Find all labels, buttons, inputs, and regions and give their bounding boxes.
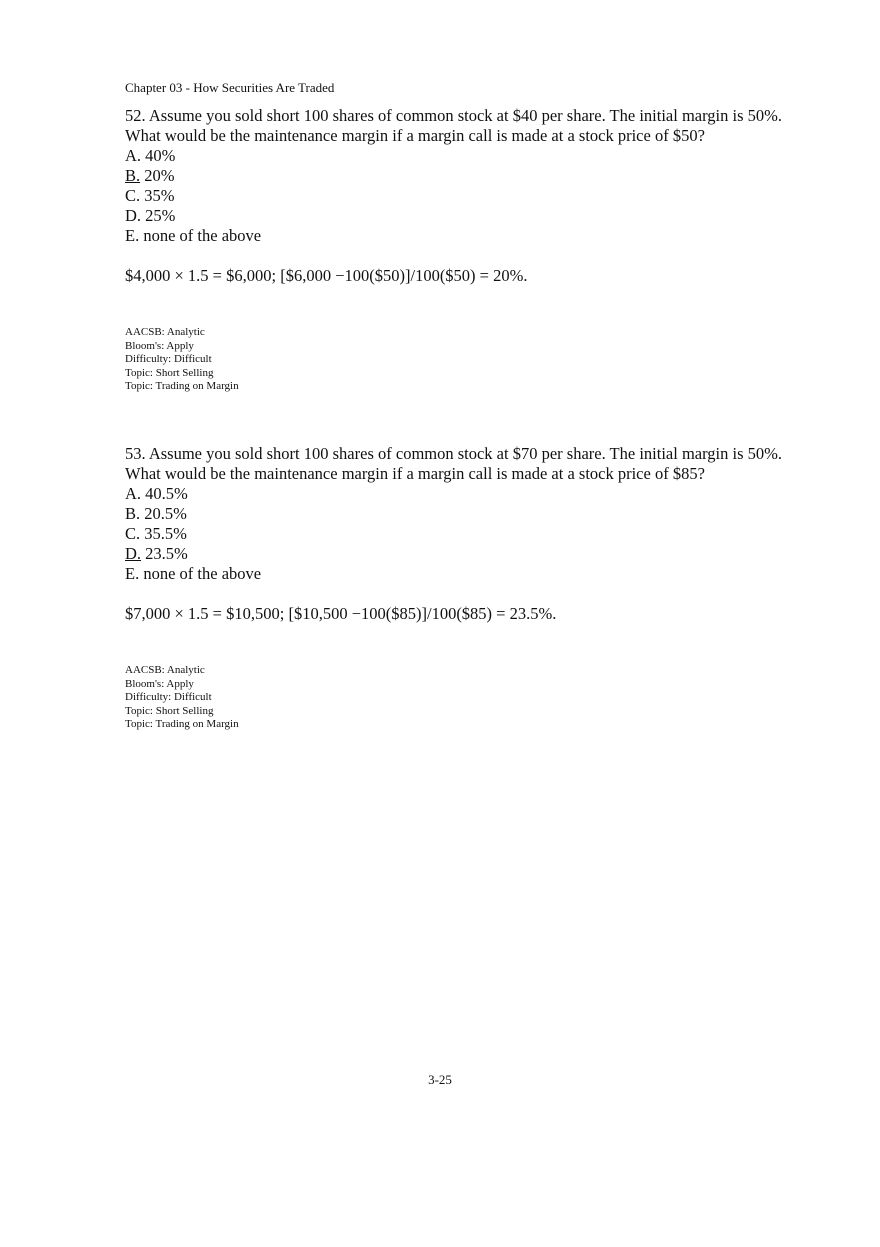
tag-topic: Topic: Trading on Margin: [125, 380, 239, 392]
option-text: 20.5%: [144, 504, 187, 523]
option-letter-correct: B.: [125, 166, 141, 185]
option-letter: A.: [125, 146, 142, 165]
tag-difficulty: Difficulty: Difficult: [125, 353, 212, 365]
tag-topic: Topic: Trading on Margin: [125, 718, 239, 730]
solution-text: $7,000 × 1.5 = $10,500; [$10,500 −100($85)]/100($85) = 23.5%.: [125, 604, 557, 623]
answer-option-e: [125, 564, 785, 584]
option-letter: D.: [125, 206, 142, 225]
answer-option-d: [125, 206, 785, 226]
answer-option-a: [125, 146, 785, 166]
tag-topic: Topic: Short Selling: [125, 704, 214, 717]
option-letter: A.: [125, 484, 142, 503]
option-letter-correct: D.: [125, 544, 142, 563]
option-text: 35%: [144, 186, 175, 205]
tag-difficulty: Difficulty: Difficult: [125, 691, 212, 703]
option-text: 25%: [145, 206, 176, 225]
option-letter: B.: [125, 504, 141, 523]
answer-option-a: [125, 484, 785, 504]
option-text: 40%: [145, 146, 176, 165]
option-text: 23.5%: [145, 544, 188, 563]
option-text: 20%: [144, 166, 175, 185]
tag-aacsb: AACSB: Analytic: [125, 664, 205, 676]
question-53: [125, 444, 785, 732]
question-tags: [125, 664, 785, 732]
answer-options: [125, 484, 785, 584]
option-text: 35.5%: [144, 524, 187, 543]
tag-aacsb: AACSB: Analytic: [125, 326, 205, 338]
page-number: 3-25: [428, 1072, 452, 1087]
option-text: none of the above: [143, 564, 262, 583]
answer-option-b: [125, 166, 785, 186]
question-stem: 52. Assume you sold short 100 shares of common stock at $40 per share. The initial margin is 50%. What would be the maintenance margin if a margin call is made at a stock price of $50?: [125, 106, 783, 145]
answer-options: [125, 146, 785, 246]
option-letter: E.: [125, 226, 140, 245]
question-tags: [125, 326, 785, 394]
option-letter: C.: [125, 186, 141, 205]
answer-option-b: [125, 504, 785, 524]
option-letter: C.: [125, 524, 141, 543]
tag-blooms: Bloom's: Apply: [125, 677, 194, 690]
answer-option-e: [125, 226, 785, 246]
solution-text: $4,000 × 1.5 = $6,000; [$6,000 −100($50)]/100($50) = 20%.: [125, 266, 528, 285]
tag-topic: Topic: Short Selling: [125, 366, 214, 379]
chapter-header: Chapter 03 - How Securities Are Traded: [125, 80, 335, 95]
option-text: none of the above: [143, 226, 262, 245]
answer-option-c: [125, 186, 785, 206]
tag-blooms: Bloom's: Apply: [125, 339, 194, 352]
question-stem: 53. Assume you sold short 100 shares of common stock at $70 per share. The initial margin is 50%. What would be the maintenance margin if a margin call is made at a stock price of $85?: [125, 444, 783, 483]
answer-option-d: [125, 544, 785, 564]
answer-option-c: [125, 524, 785, 544]
question-52: [125, 106, 785, 394]
option-letter: E.: [125, 564, 140, 583]
option-text: 40.5%: [145, 484, 188, 503]
